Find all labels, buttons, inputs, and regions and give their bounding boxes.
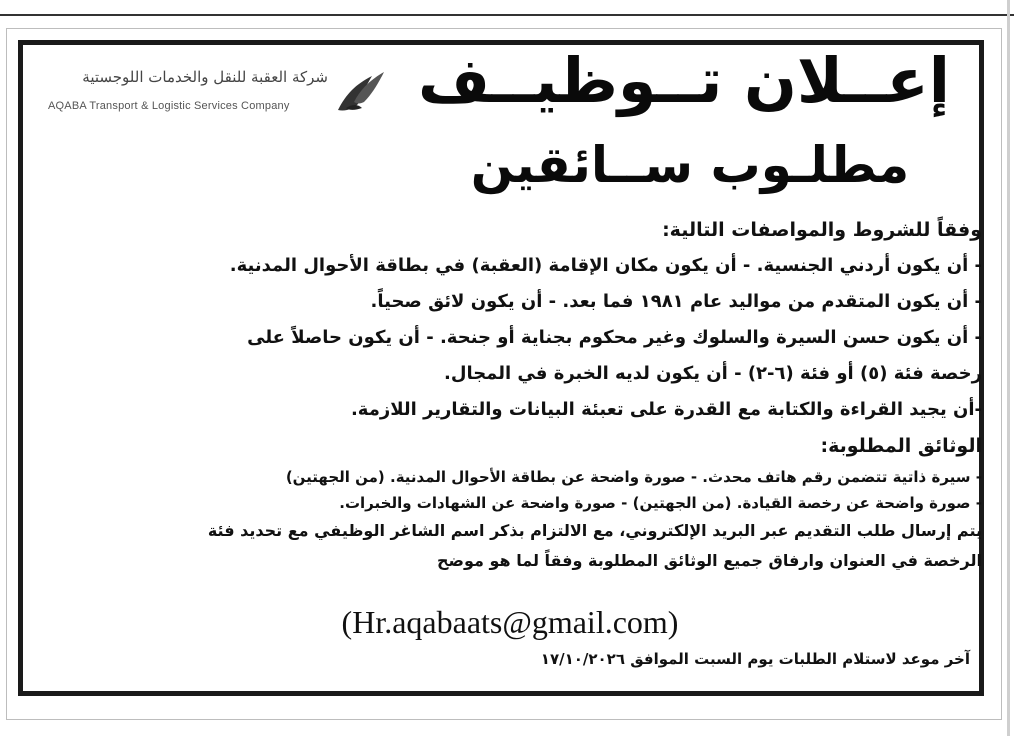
condition-line: -أن يجيد القراءة والكتابة مع القدرة على تعبئة البيانات والتقارير اللازمة. bbox=[350, 399, 982, 420]
instruction-line: الرخصة في العنوان وارفاق جميع الوثائق المطلوبة وفقاً لما هو موضح bbox=[437, 551, 982, 570]
instruction-line: يتم إرسال طلب التقديم عبر البريد الإلكتروني، مع الالتزام بذكر اسم الشاغر الوظيفي مع تحديد فئة bbox=[207, 521, 982, 540]
top-page-border bbox=[0, 0, 1014, 16]
logo-arabic-name: شركة العقبة للنقل والخدمات اللوجستية bbox=[82, 68, 328, 86]
application-email: (Hr.aqabaats@gmail.com) bbox=[341, 604, 679, 640]
announcement-title: إعــلان تــوظيــف bbox=[417, 44, 950, 117]
bird-logo-icon bbox=[332, 64, 388, 120]
documents-heading: الوثائق المطلوبة: bbox=[820, 435, 982, 457]
conditions-heading: وفقاً للشروط والمواصفات التالية: bbox=[662, 219, 982, 241]
announcement-body bbox=[30, 212, 982, 576]
condition-line: - أن يكون المتقدم من مواليد عام ١٩٨١ فما بعد. - أن يكون لائق صحياً. bbox=[370, 291, 982, 312]
deadline-note: آخر موعد لاستلام الطلبات يوم السبت الموافق ١٧/١٠/٢٠٢٦ bbox=[540, 650, 970, 668]
condition-line: - أن يكون أردني الجنسية. - أن يكون مكان الإقامة (العقبة) في بطاقة الأحوال المدنية. bbox=[229, 255, 982, 276]
logo-english-name: AQABA Transport & Logistic Services Company bbox=[48, 100, 290, 112]
announcement-subtitle: مطلـوب ســائقين bbox=[470, 136, 910, 194]
condition-line: رخصة فئة (٥) أو فئة (٦-٢) - أن يكون لديه الخبرة في المجال. bbox=[443, 363, 982, 384]
page-edge bbox=[1007, 0, 1010, 736]
document-line: - سيرة ذاتية تتضمن رقم هاتف محدث. - صورة واضحة عن بطاقة الأحوال المدنية. (من الجهتين) bbox=[285, 468, 982, 486]
company-logo bbox=[48, 64, 388, 124]
condition-line: - أن يكون حسن السيرة والسلوك وغير محكوم بجناية أو جنحة. - أن يكون حاصلاً على bbox=[247, 327, 982, 348]
document-line: - صورة واضحة عن رخصة القيادة. (من الجهتين) - صورة واضحة عن الشهادات والخبرات. bbox=[339, 494, 982, 512]
